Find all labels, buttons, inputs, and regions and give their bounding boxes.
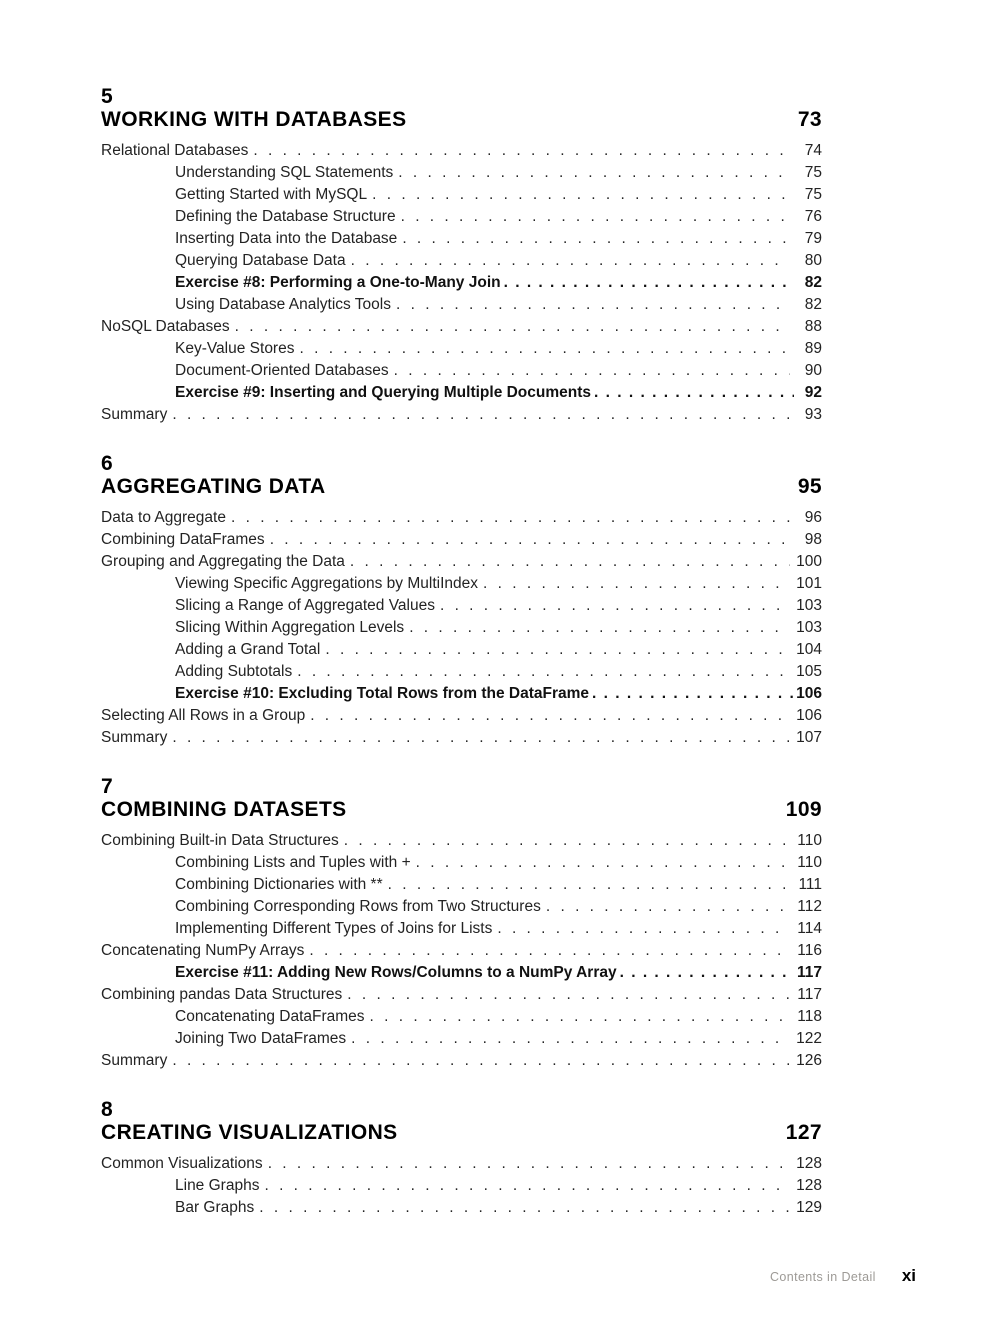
toc-entry-page: 105: [796, 663, 822, 680]
dot-leader: [268, 1153, 790, 1175]
footer-section-label: Contents in Detail: [769, 1270, 876, 1284]
toc-entry: [101, 1050, 822, 1072]
dot-leader: [416, 852, 790, 874]
toc-entry-page: 90: [804, 362, 822, 379]
toc-entry: [101, 529, 822, 551]
toc-entry-page: 82: [804, 274, 822, 291]
toc-entry-page: 126: [796, 1052, 822, 1069]
table-of-contents: [101, 85, 822, 1219]
toc-entry-page: 101: [796, 575, 822, 592]
toc-entry-label: Exercise #11: Adding New Rows/Columns to a NumPy Array: [175, 964, 617, 981]
toc-entry-exercise: [101, 272, 822, 294]
toc-entry-page: 92: [804, 384, 822, 401]
chapter-start-page: 73: [797, 108, 822, 131]
chapter-number: 8: [101, 1098, 114, 1121]
dot-leader: [546, 896, 790, 918]
toc-entry-label: Adding a Grand Total: [175, 641, 321, 658]
chapter-block-6: [101, 452, 822, 749]
dot-leader: [594, 382, 794, 404]
toc-entry-label: Combining Dictionaries with **: [175, 876, 383, 893]
toc-entry-label: Concatenating DataFrames: [175, 1008, 365, 1025]
toc-entry: [101, 162, 822, 184]
toc-entry: [101, 852, 822, 874]
toc-entry: [101, 940, 822, 962]
toc-entry-page: 75: [804, 164, 822, 181]
toc-entry-label: Combining Lists and Tuples with +: [175, 854, 411, 871]
chapter-number: 6: [101, 452, 114, 475]
dot-leader: [350, 551, 790, 573]
toc-entry-page: 76: [804, 208, 822, 225]
dot-leader: [401, 206, 790, 228]
dot-leader: [497, 918, 790, 940]
footer-page-number: xi: [901, 1266, 916, 1285]
toc-entry-label: NoSQL Databases: [101, 318, 230, 335]
chapter-number: 5: [101, 85, 114, 108]
chapter-entries: [101, 507, 822, 749]
dot-leader: [372, 184, 790, 206]
toc-entry: [101, 595, 822, 617]
chapter-entries: [101, 830, 822, 1072]
toc-entry-page: 103: [796, 619, 822, 636]
dot-leader: [259, 1197, 790, 1219]
toc-entry-page: 128: [796, 1155, 822, 1172]
toc-entry: [101, 404, 822, 426]
toc-entry-page: 104: [796, 641, 822, 658]
toc-entry-label: Summary: [101, 406, 168, 423]
toc-entry-page: 88: [804, 318, 822, 335]
toc-entry-exercise: [101, 683, 822, 705]
chapter-entries: [101, 140, 822, 426]
toc-entry: [101, 1153, 822, 1175]
chapter-block-5: [101, 85, 822, 426]
toc-entry-page: 107: [796, 729, 822, 746]
toc-entry-page: 112: [797, 898, 822, 915]
toc-entry-label: Getting Started with MySQL: [175, 186, 368, 203]
toc-entry-label: Concatenating NumPy Arrays: [101, 942, 305, 959]
toc-entry-page: 80: [804, 252, 822, 269]
page-footer: [770, 1266, 916, 1286]
toc-entry-label: Slicing Within Aggregation Levels: [175, 619, 405, 636]
chapter-start-page: 127: [785, 1121, 822, 1144]
chapter-title: WORKING WITH DATABASES: [101, 108, 407, 131]
toc-entry-page: 100: [796, 553, 822, 570]
dot-leader: [394, 360, 790, 382]
toc-entry-exercise: [101, 962, 822, 984]
toc-entry-page: 103: [796, 597, 822, 614]
toc-entry-label: Line Graphs: [175, 1177, 260, 1194]
dot-leader: [299, 338, 790, 360]
toc-entry-page: 74: [804, 142, 822, 159]
toc-entry: [101, 874, 822, 896]
chapter-block-7: [101, 775, 822, 1072]
dot-leader: [310, 705, 790, 727]
dot-leader: [264, 1175, 790, 1197]
toc-entry-label: Using Database Analytics Tools: [175, 296, 391, 313]
chapter-entries: [101, 1153, 822, 1219]
toc-entry-label: Key-Value Stores: [175, 340, 295, 357]
dot-leader: [172, 404, 790, 426]
toc-entry-label: Defining the Database Structure: [175, 208, 396, 225]
toc-entry: [101, 140, 822, 162]
dot-leader: [592, 683, 794, 705]
toc-entry-label: Adding Subtotals: [175, 663, 293, 680]
dot-leader: [440, 595, 790, 617]
toc-entry: [101, 316, 822, 338]
toc-entry-label: Combining Built-in Data Structures: [101, 832, 339, 849]
toc-entry-label: Viewing Specific Aggregations by MultiIndex: [175, 575, 478, 592]
toc-entry-page: 110: [797, 854, 822, 871]
toc-entry: [101, 1028, 822, 1050]
toc-entry-page: 89: [804, 340, 822, 357]
dot-leader: [351, 250, 790, 272]
dot-leader: [172, 727, 790, 749]
toc-entry: [101, 228, 822, 250]
toc-entry: [101, 184, 822, 206]
toc-entry-label: Combining Corresponding Rows from Two Structures: [175, 898, 541, 915]
chapter-block-8: [101, 1098, 822, 1219]
toc-entry-label: Bar Graphs: [175, 1199, 255, 1216]
toc-entry-label: Exercise #9: Inserting and Querying Multiple Documents: [175, 384, 592, 401]
toc-entry: [101, 338, 822, 360]
toc-entry-label: Implementing Different Types of Joins for Lists: [175, 920, 493, 937]
dot-leader: [253, 140, 790, 162]
toc-entry-page: 111: [798, 876, 822, 893]
toc-entry: [101, 1197, 822, 1219]
toc-entry-page: 117: [797, 986, 822, 1003]
toc-entry-page: 106: [796, 707, 822, 724]
dot-leader: [388, 874, 790, 896]
toc-entry: [101, 573, 822, 595]
dot-leader: [231, 507, 790, 529]
chapter-heading: [101, 475, 822, 498]
dot-leader: [396, 294, 790, 316]
dot-leader: [351, 1028, 790, 1050]
toc-entry-page: 75: [804, 186, 822, 203]
toc-entry-page: 96: [804, 509, 822, 526]
dot-leader: [370, 1006, 790, 1028]
toc-entry: [101, 250, 822, 272]
toc-entry: [101, 294, 822, 316]
toc-entry-page: 114: [797, 920, 822, 937]
dot-leader: [235, 316, 790, 338]
chapter-heading: [101, 798, 822, 821]
dot-leader: [483, 573, 790, 595]
dot-leader: [504, 272, 794, 294]
toc-entry: [101, 206, 822, 228]
toc-entry: [101, 727, 822, 749]
toc-entry-label: Exercise #10: Excluding Total Rows from the DataFrame: [175, 685, 590, 702]
toc-entry: [101, 918, 822, 940]
toc-entry-label: Relational Databases: [101, 142, 249, 159]
toc-entry-page: 116: [797, 942, 822, 959]
chapter-start-page: 95: [797, 475, 822, 498]
toc-entry-page: 106: [796, 685, 822, 702]
dot-leader: [398, 162, 790, 184]
chapter-title: CREATING VISUALIZATIONS: [101, 1121, 398, 1144]
chapter-heading: [101, 108, 822, 131]
toc-entry: [101, 507, 822, 529]
chapter-title: COMBINING DATASETS: [101, 798, 347, 821]
toc-entry: [101, 896, 822, 918]
toc-entry-page: 128: [796, 1177, 822, 1194]
toc-entry-label: Common Visualizations: [101, 1155, 263, 1172]
chapter-start-page: 109: [785, 798, 822, 821]
toc-entry-label: Selecting All Rows in a Group: [101, 707, 306, 724]
toc-entry: [101, 617, 822, 639]
dot-leader: [172, 1050, 790, 1072]
dot-leader: [297, 661, 790, 683]
toc-entry-label: Summary: [101, 1052, 168, 1069]
toc-entry-label: Combining pandas Data Structures: [101, 986, 343, 1003]
dot-leader: [620, 962, 794, 984]
dot-leader: [402, 228, 790, 250]
toc-entry-page: 98: [804, 531, 822, 548]
toc-entry-exercise: [101, 382, 822, 404]
dot-leader: [325, 639, 790, 661]
toc-entry: [101, 984, 822, 1006]
dot-leader: [270, 529, 790, 551]
toc-entry-label: Data to Aggregate: [101, 509, 226, 526]
toc-entry-label: Exercise #8: Performing a One-to-Many Join: [175, 274, 501, 291]
chapter-title: AGGREGATING DATA: [101, 475, 326, 498]
toc-entry: [101, 830, 822, 852]
toc-entry-page: 82: [804, 296, 822, 313]
toc-entry-page: 122: [796, 1030, 822, 1047]
toc-entry-label: Inserting Data into the Database: [175, 230, 398, 247]
toc-entry-label: Understanding SQL Statements: [175, 164, 394, 181]
chapter-heading: [101, 1121, 822, 1144]
dot-leader: [347, 984, 790, 1006]
toc-entry-page: 117: [796, 964, 822, 981]
toc-entry-label: Combining DataFrames: [101, 531, 265, 548]
toc-entry: [101, 661, 822, 683]
toc-entry: [101, 1006, 822, 1028]
toc-entry: [101, 360, 822, 382]
toc-entry: [101, 705, 822, 727]
toc-entry-page: 129: [796, 1199, 822, 1216]
toc-entry-label: Querying Database Data: [175, 252, 346, 269]
toc-entry-label: Document-Oriented Databases: [175, 362, 389, 379]
toc-entry-page: 93: [804, 406, 822, 423]
toc-entry-label: Joining Two DataFrames: [175, 1030, 347, 1047]
toc-entry: [101, 639, 822, 661]
toc-entry-page: 79: [804, 230, 822, 247]
toc-entry: [101, 551, 822, 573]
dot-leader: [409, 617, 790, 639]
toc-entry-label: Summary: [101, 729, 168, 746]
toc-entry-page: 110: [797, 832, 822, 849]
dot-leader: [344, 830, 790, 852]
toc-entry-page: 118: [797, 1008, 822, 1025]
dot-leader: [309, 940, 790, 962]
toc-entry-label: Slicing a Range of Aggregated Values: [175, 597, 435, 614]
toc-entry-label: Grouping and Aggregating the Data: [101, 553, 345, 570]
toc-entry: [101, 1175, 822, 1197]
chapter-number: 7: [101, 775, 114, 798]
